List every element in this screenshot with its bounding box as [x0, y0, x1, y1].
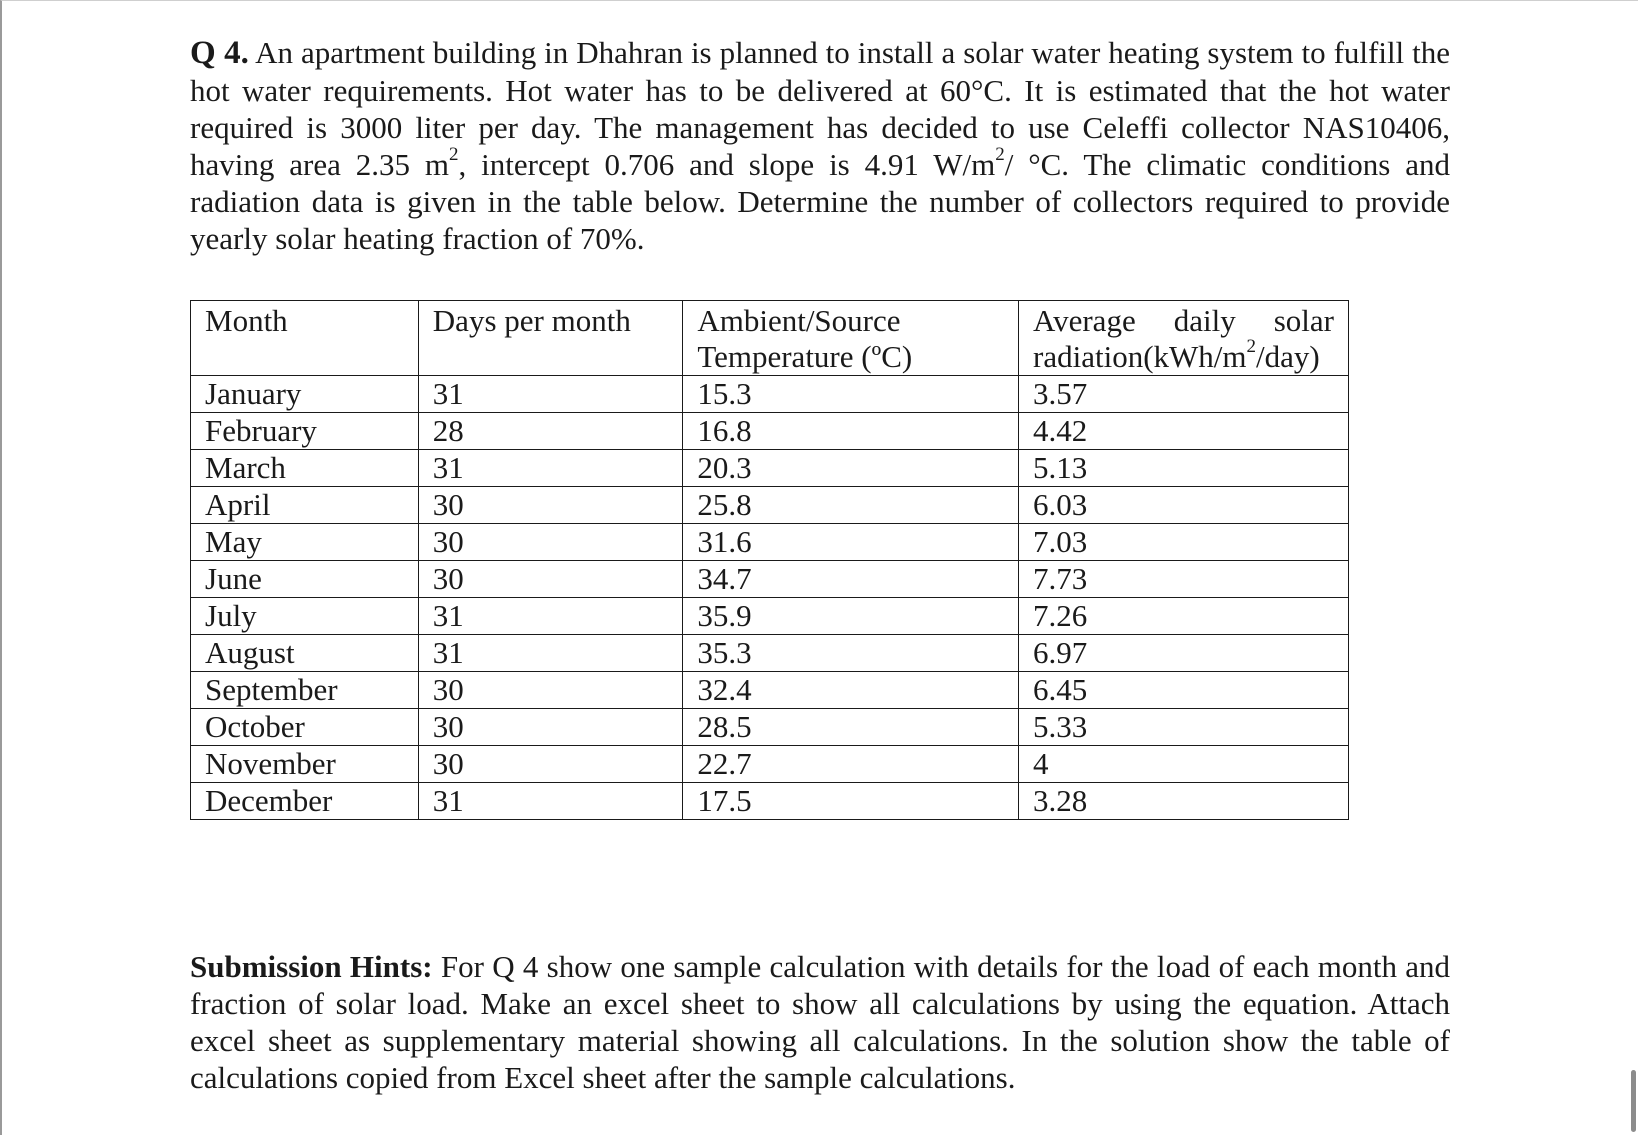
cell-temperature: 22.7: [683, 746, 1019, 783]
header-radiation-line1: [1033, 303, 1334, 339]
cell-days: 28: [418, 413, 683, 450]
cell-days: 31: [418, 450, 683, 487]
cell-days: 30: [418, 672, 683, 709]
cell-month: July: [191, 598, 419, 635]
table-row: [191, 746, 1349, 783]
cell-month: May: [191, 524, 419, 561]
cell-month: March: [191, 450, 419, 487]
table-row: [191, 524, 1349, 561]
header-temperature: [683, 301, 1019, 376]
header-radiation-word2: daily: [1173, 303, 1236, 338]
table-row: [191, 672, 1349, 709]
submission-hints-label: Submission Hints:: [190, 949, 433, 984]
table-row: [191, 598, 1349, 635]
cell-radiation: 6.03: [1019, 487, 1349, 524]
cell-temperature: 16.8: [683, 413, 1019, 450]
header-radiation-unit-post: /day): [1256, 339, 1320, 374]
cell-radiation: 5.33: [1019, 709, 1349, 746]
cell-temperature: 25.8: [683, 487, 1019, 524]
cell-radiation: 3.28: [1019, 783, 1349, 820]
table-row: [191, 783, 1349, 820]
cell-month: August: [191, 635, 419, 672]
submission-hints-text: For Q 4 show one sample calculation with details for the load of each month and fraction of solar load. Make an excel sheet to show all calculations by using the equation. Attach excel sheet as supplementary material showing all calculations. In the solution show the table of calculations copied from Excel sheet after the sample calculations.: [190, 949, 1450, 1095]
cell-radiation: 6.45: [1019, 672, 1349, 709]
header-radiation-word1: Average: [1033, 303, 1136, 338]
question-text-part1: An apartment building in Dhahran is planned to install a solar water heating system to fulfill the hot water requirements. Hot water has to be delivered at 60°C. It is estimated that the hot water required is 3000 liter per day. The management has decided to use Celeffi collector NAS10406, having area 2.35 m: [190, 35, 1451, 182]
table-row: [191, 487, 1349, 524]
cell-month: January: [191, 376, 419, 413]
cell-temperature: 15.3: [683, 376, 1019, 413]
question-paragraph: [190, 34, 1450, 257]
cell-temperature: 28.5: [683, 709, 1019, 746]
cell-days: 31: [418, 783, 683, 820]
table-header-row: [191, 301, 1349, 376]
question-number: Q 4.: [190, 35, 249, 71]
cell-temperature: 34.7: [683, 561, 1019, 598]
cell-days: 30: [418, 746, 683, 783]
submission-hints-paragraph: [190, 948, 1450, 1096]
cell-days: 31: [418, 376, 683, 413]
cell-radiation: 5.13: [1019, 450, 1349, 487]
cell-month: October: [191, 709, 419, 746]
header-days: Days per month: [418, 301, 683, 376]
table-row: [191, 561, 1349, 598]
cell-radiation: 7.73: [1019, 561, 1349, 598]
cell-radiation: 3.57: [1019, 376, 1349, 413]
header-radiation-unit-pre: radiation(kWh/m: [1033, 339, 1247, 374]
table-row: [191, 413, 1349, 450]
header-temperature-line2: Temperature (ºC): [697, 339, 913, 374]
cell-days: 31: [418, 635, 683, 672]
area-unit-superscript: 2: [449, 143, 459, 165]
cell-radiation: 6.97: [1019, 635, 1349, 672]
cell-temperature: 35.3: [683, 635, 1019, 672]
header-temperature-line1: Ambient/Source: [697, 303, 901, 338]
header-radiation-line2: [1033, 335, 1334, 375]
cell-radiation: 4: [1019, 746, 1349, 783]
cell-month: April: [191, 487, 419, 524]
cell-month: November: [191, 746, 419, 783]
table-row: [191, 376, 1349, 413]
scrollbar-thumb[interactable]: [1631, 1070, 1636, 1132]
header-radiation: [1019, 301, 1349, 376]
header-radiation-word3: solar: [1273, 303, 1334, 338]
cell-radiation: 4.42: [1019, 413, 1349, 450]
cell-month: December: [191, 783, 419, 820]
question-text-part3: / °C. The climatic conditions and radiation data is given in the table below. Determine the number of collectors required to provide yearly solar heating fraction of 70%.: [190, 147, 1450, 256]
cell-days: 30: [418, 487, 683, 524]
cell-days: 30: [418, 561, 683, 598]
climate-data-table: [190, 300, 1349, 820]
cell-days: 30: [418, 524, 683, 561]
slope-unit-superscript: 2: [995, 143, 1005, 165]
table-row: [191, 635, 1349, 672]
table-row: [191, 450, 1349, 487]
question-text-part2: , intercept 0.706 and slope is 4.91 W/m: [458, 147, 996, 182]
cell-temperature: 17.5: [683, 783, 1019, 820]
cell-month: February: [191, 413, 419, 450]
cell-month: June: [191, 561, 419, 598]
cell-days: 30: [418, 709, 683, 746]
header-radiation-superscript: 2: [1246, 335, 1257, 357]
cell-month: September: [191, 672, 419, 709]
cell-radiation: 7.03: [1019, 524, 1349, 561]
cell-temperature: 35.9: [683, 598, 1019, 635]
cell-temperature: 31.6: [683, 524, 1019, 561]
cell-radiation: 7.26: [1019, 598, 1349, 635]
table-row: [191, 709, 1349, 746]
cell-days: 31: [418, 598, 683, 635]
cell-temperature: 32.4: [683, 672, 1019, 709]
header-month: Month: [191, 301, 419, 376]
cell-temperature: 20.3: [683, 450, 1019, 487]
